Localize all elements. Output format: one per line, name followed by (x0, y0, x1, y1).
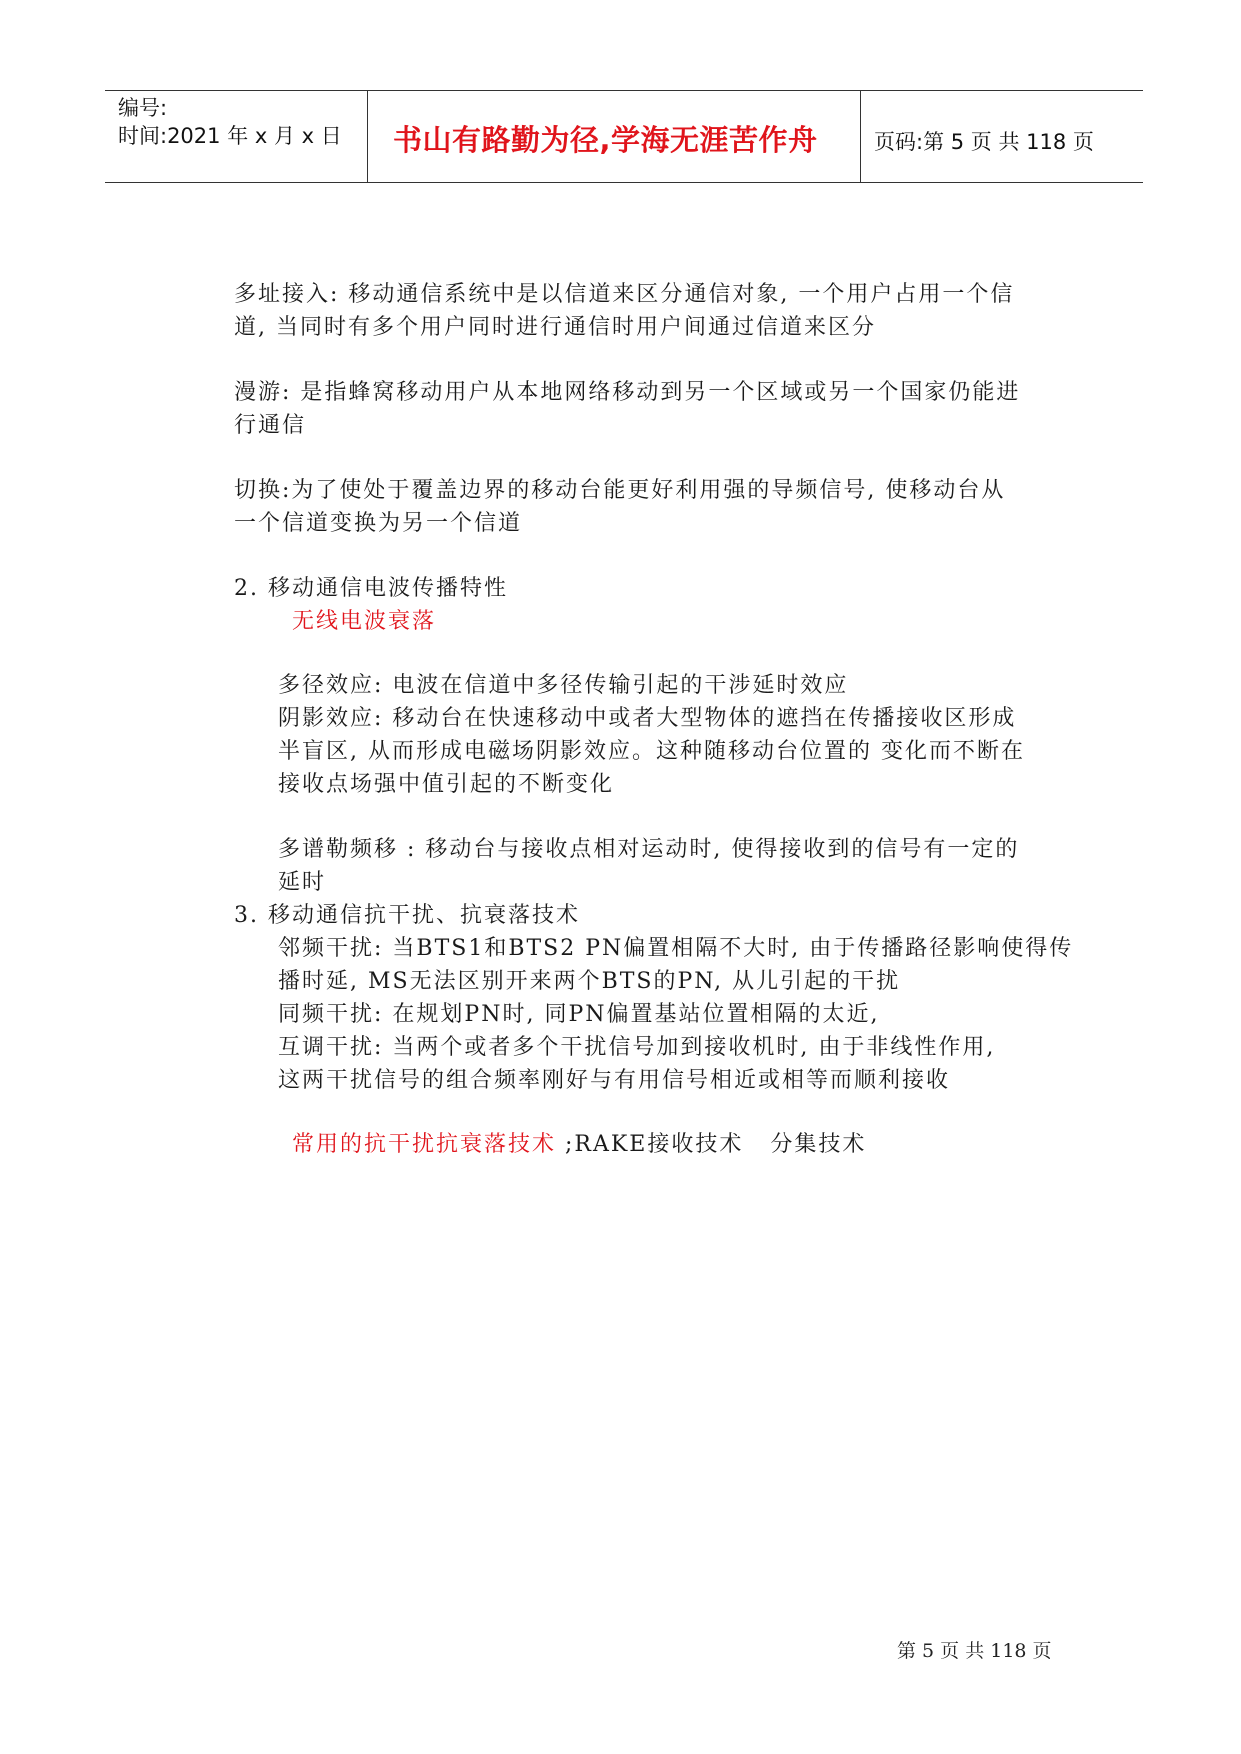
section-3-title: 3. 移动通信抗干扰、抗衰落技术 (234, 903, 580, 928)
intermod-interference-line-1: 互调干扰: 当两个或者多个干扰信号加到接收机时, 由于非线性作用, (278, 1035, 996, 1060)
header-divider-right (860, 90, 861, 183)
header-divider-left (367, 90, 368, 183)
handoff-line-2: 一个信道变换为另一个信道 (234, 511, 523, 536)
roaming-line-1: 漫游: 是指蜂窝移动用户从本地网络移动到另一个区域或另一个国家仍能进 (234, 380, 1021, 405)
adjacent-interference-line-2: 播时延, MS无法区别开来两个BTS的PN, 从儿引起的干扰 (278, 969, 901, 994)
adjacent-interference-line-1: 邻频干扰: 当BTS1和BTS2 PN偏置相隔不大时, 由于传播路径影响使得传 (278, 936, 1074, 961)
time-label: 时间:2021 年 x 月 x 日 (118, 124, 342, 148)
section-2-subtitle: 无线电波衰落 (292, 609, 437, 634)
header-bottom-rule (105, 182, 1143, 183)
header-top-rule (105, 90, 1143, 91)
roaming-line-2: 行通信 (234, 413, 307, 438)
doppler-line-1: 多谱勒频移 : 移动台与接收点相对运动时, 使得接收到的信号有一定的 (278, 837, 1020, 862)
footer-page-number: 第 5 页 共 118 页 (897, 1640, 1052, 1662)
shadow-line-1: 阴影效应: 移动台在快速移动中或者大型物体的遮挡在传播接收区形成 (278, 706, 1017, 731)
doppler-line-2: 延时 (278, 870, 327, 895)
section-2-title: 2. 移动通信电波传播特性 (234, 576, 508, 601)
shadow-line-2: 半盲区, 从而形成电磁场阴影效应。这种随移动台位置的 变化而不断在 (278, 739, 1025, 764)
header-motto: 书山有路勤为径,学海无涯苦作舟 (393, 123, 818, 157)
serial-label: 编号: (118, 96, 168, 120)
multipath-line: 多径效应: 电波在信道中多径传输引起的干涉延时效应 (278, 673, 849, 698)
cochannel-interference-line: 同频干扰: 在规划PN时, 同PN偏置基站位置相隔的太近, (278, 1002, 880, 1027)
shadow-line-3: 接收点场强中值引起的不断变化 (278, 772, 615, 797)
multiple-access-line-2: 道, 当同时有多个用户同时进行通信时用户间通过信道来区分 (234, 315, 876, 340)
techniques-items: ;RAKE接收技术 分集技术 (556, 1132, 867, 1157)
techniques-label: 常用的抗干扰抗衰落技术 (292, 1132, 557, 1157)
multiple-access-line-1: 多址接入: 移动通信系统中是以信道来区分通信对象, 一个用户占用一个信 (234, 282, 1015, 307)
handoff-line-1: 切换:为了使处于覆盖边界的移动台能更好利用强的导频信号, 使移动台从 (234, 478, 1006, 503)
techniques-line (292, 1128, 866, 1162)
intermod-interference-line-2: 这两干扰信号的组合频率刚好与有用信号相近或相等而顺利接收 (278, 1068, 951, 1093)
page-label: 页码:第 5 页 共 118 页 (874, 130, 1094, 154)
